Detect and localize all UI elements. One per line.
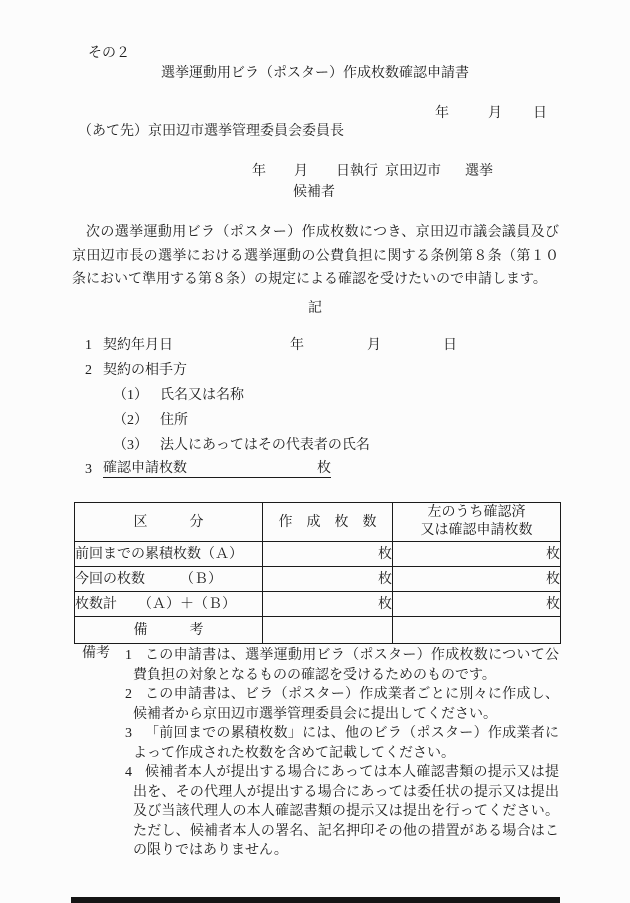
- list-item2-label: 契約の相手方: [103, 363, 187, 378]
- application-date-month-label: 月: [488, 106, 502, 121]
- table-row-remarks: [75, 617, 561, 644]
- remarks-value-cell: [263, 617, 393, 644]
- subitem2-number: （2）: [113, 413, 148, 428]
- made-count-cell: 枚: [263, 567, 393, 592]
- form-number-tag: その２: [88, 46, 130, 61]
- note-item-2: [125, 685, 559, 724]
- header-confirmed-line2: 又は確認申請枚数: [420, 523, 533, 538]
- table-header-row: [75, 503, 561, 542]
- note-text: 候補者本人が提出する場合にあっては本人確認書類の提示又は提出を、その代理人が提出する場合にあっては委任状の提示又は提出及び当該代理人の本人確認書類の提示又は提出を行ってください。ただし、候補者本人の署名、記名押印その他の措置がある場合はこの限りではありません。: [133, 765, 559, 858]
- list-item3-unit: 枚: [317, 461, 331, 476]
- list-item1-label: 契約年月日: [103, 338, 173, 353]
- table-row-current: [75, 567, 561, 592]
- remarks-value-cell: [393, 617, 561, 644]
- list-item1-number: 1: [85, 338, 92, 353]
- header-confirmed-cell: [393, 503, 561, 542]
- subitem1-label: 氏名又は名称: [160, 388, 244, 403]
- contract-date-year-label: 年: [290, 338, 304, 353]
- contract-date-day-label: 日: [443, 338, 457, 353]
- note-text: 「前回までの累積枚数」には、他のビラ（ポスター）作成業者によって作成された枚数を含めて記載してください。: [133, 726, 559, 761]
- note-number: 2: [125, 687, 132, 702]
- candidate-label: 候補者: [293, 185, 335, 200]
- contract-date-month-label: 月: [367, 338, 381, 353]
- note-number: 1: [125, 648, 132, 663]
- page-bottom-scan-edge: [71, 897, 560, 903]
- application-date-day-label: 日: [533, 106, 547, 121]
- subitem2-label: 住所: [160, 413, 188, 428]
- note-item-4: [125, 763, 559, 861]
- subitem1-number: （1）: [113, 388, 148, 403]
- application-date-year-label: 年: [435, 106, 449, 121]
- confirmed-count-cell: 枚: [393, 592, 561, 617]
- row-label-cell: 今回の枚数 （Ｂ）: [75, 567, 263, 592]
- table-row-cumulative: [75, 542, 561, 567]
- table-row-total: [75, 592, 561, 617]
- confirmed-count-cell: 枚: [393, 542, 561, 567]
- notes-block: [125, 646, 559, 861]
- header-confirmed-line1: 左のうち確認済: [427, 505, 526, 520]
- list-item3-label: 確認申請枚数: [103, 461, 187, 476]
- header-category-cell: 区 分: [75, 503, 263, 542]
- notes-label: 備考: [82, 646, 110, 661]
- section-marker: 記: [308, 301, 322, 316]
- election-exec-date: 年 月 日執行: [252, 164, 378, 179]
- note-number: 3: [125, 726, 132, 741]
- election-city: 京田辺市: [385, 164, 441, 179]
- note-text: この申請書は、選挙運動用ビラ（ポスター）作成枚数について公費負担の対象となるものの確認を受けるためのものです。: [133, 648, 559, 683]
- requested-count-field: [103, 457, 331, 478]
- form-title: 選挙運動用ビラ（ポスター）作成枚数確認申請書: [161, 66, 469, 81]
- note-item-1: [125, 646, 559, 685]
- header-made-count-cell: 作 成 枚 数: [263, 503, 393, 542]
- election-type-label: 選挙: [465, 164, 493, 179]
- note-text: この申請書は、ビラ（ポスター）作成業者ごとに別々に作成し、候補者から京田辺市選挙管理委員会に提出してください。: [133, 687, 559, 722]
- row-label-cell: 前回までの累積枚数（Ａ）: [75, 542, 263, 567]
- body-paragraph: 次の選挙運動用ビラ（ポスター）作成枚数につき、京田辺市議会議員及び京田辺市長の選挙における選挙運動の公費負担に関する条例第８条（第１０条において準用する第８条）の規定による確認を受けたいので申請します。: [72, 225, 559, 287]
- addressee-line: （あて先）京田辺市選挙管理委員会委員長: [78, 124, 344, 139]
- count-table: [74, 502, 561, 644]
- note-number: 4: [125, 765, 132, 780]
- confirmed-count-cell: 枚: [393, 567, 561, 592]
- subitem3-label: 法人にあってはその代表者の氏名: [160, 438, 370, 453]
- made-count-cell: 枚: [263, 542, 393, 567]
- made-count-cell: 枚: [263, 592, 393, 617]
- remarks-label-cell: 備 考: [75, 617, 263, 644]
- row-label-cell: 枚数計 （Ａ）＋（Ｂ）: [75, 592, 263, 617]
- subitem3-number: （3）: [113, 438, 148, 453]
- note-item-3: [125, 724, 559, 763]
- list-item3-number: 3: [85, 462, 92, 477]
- list-item2-number: 2: [85, 363, 92, 378]
